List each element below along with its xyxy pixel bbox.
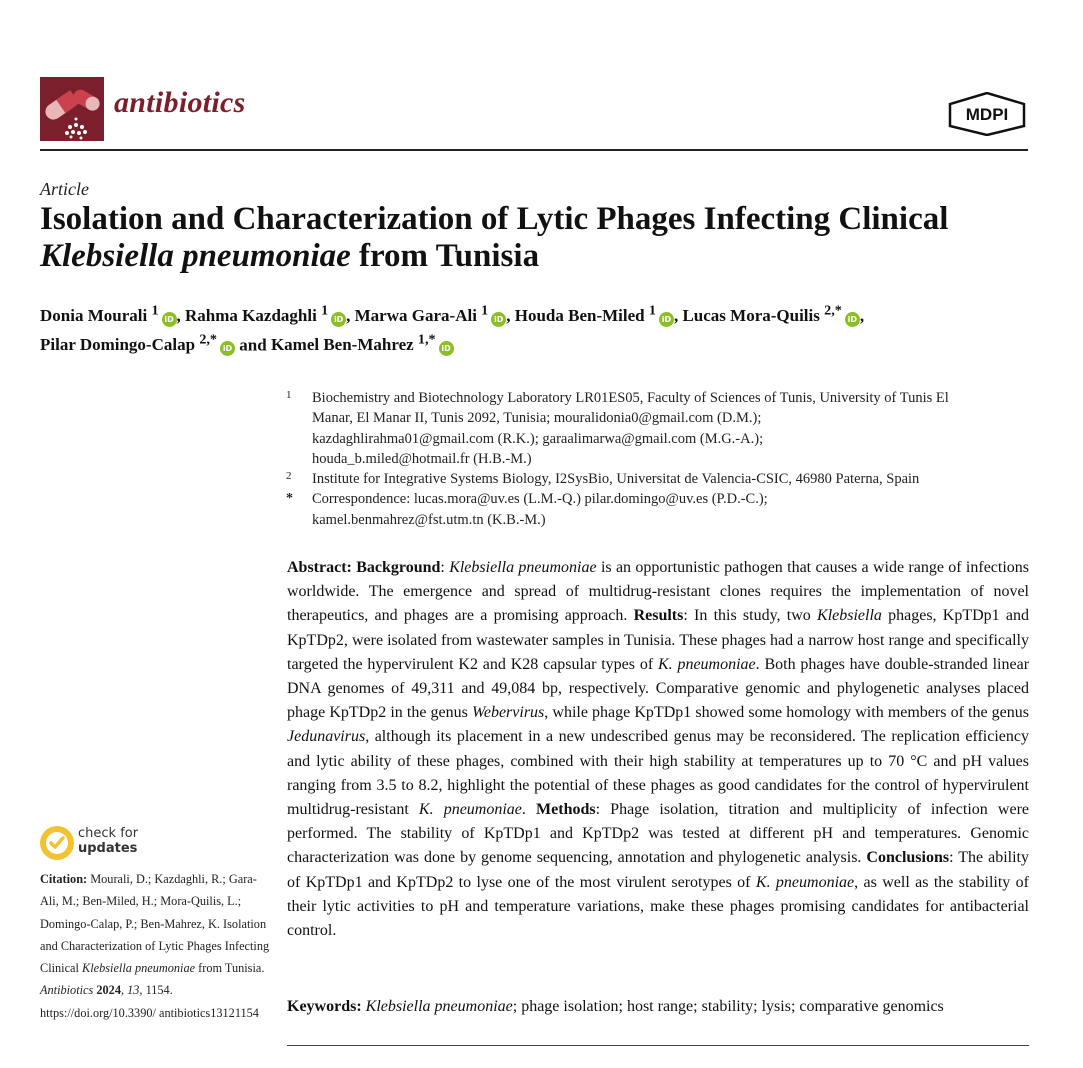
correspondence: * Correspondence: lucas.mora@uv.es (L.M.-Q.) pilar.domingo@uv.es (P.D.-C.); kamel.benmahrez@fst.utm.tn (K.B.-M.) xyxy=(286,491,768,528)
check-updates-icon xyxy=(40,826,74,860)
affiliation-2: 2 Institute for Integrative Systems Biology, I2SysBio, Universitat de Valencia-CSIC, 46980 Paterna, Spain xyxy=(286,470,920,488)
affiliations xyxy=(288,388,1028,530)
citation: Citation: Mourali, D.; Kazdaghli, R.; Gara-Ali, M.; Ben-Miled, H.; Mora-Quilis, L.; Domingo-Calap, P.; Ben-Mahrez, K. Isolation and Characterization of Lytic Phages Infecting Clinical Klebsiella pneumoniae from Tunisia. Antibiotics 2024, 13, 1154. https://doi.org/10.3390/ antibiotics13121154 xyxy=(40,872,270,1020)
affiliation-1: 1 Biochemistry and Biotechnology Laboratory LR01ES05, Faculty of Sciences of Tunis, University of Tunis El Manar, El Manar II, Tunis 2092, Tunisia; mouralidonia0@gmail.com (D.M.); kazdaghlirahma01@gmail.com (R.K.); garaalimarwa@gmail.com (M.G.-A.); houda_b.miled@hotmail.fr (H.B.-M.) xyxy=(286,389,949,467)
author: Rahma Kazdaghli $^1$iD , xyxy=(185,302,355,325)
keywords: Keywords: Klebsiella pneumoniae; phage isolation; host range; stability; lysis; comparative genomics xyxy=(287,998,944,1015)
article-type: Article xyxy=(40,179,89,199)
mdpi-logo xyxy=(948,92,1026,136)
mdpi-logo-text: MDPI xyxy=(965,105,1009,124)
orcid-icon[interactable]: iD xyxy=(331,312,346,327)
check-for-updates-button[interactable]: check for updates xyxy=(40,822,180,862)
orcid-icon[interactable]: iD xyxy=(845,312,860,327)
orcid-icon[interactable]: iD xyxy=(439,341,454,356)
abstract: Abstract: Background: Klebsiella pneumoniae is an opportunistic pathogen that causes a wide range of infections worldwide. The emergence and spread of multidrug-resistant clones requires the implementation of novel therapeutics, and phages are a promising approach. Results: In this study, two Klebsiella phages, KpTDp1 and KpTDp2, were isolated from wastewater samples in Tunisia. These phages had a narrow host range and specifically targeted the hypervirulent K2 and K28 capsular types of K. pneumoniae. Both phages have double-stranded linear DNA genomes of 49,311 and 49,084 bp, respectively. Comparative genomic and phylogenetic analyses placed phage KpTDp2 in the genus Webervirus, while phage KpTDp1 showed some homology with members of the genus Jedunavirus, although its placement in a new undescribed genus may be reconsidered. The replication efficiency and lytic ability of these phages, combined with their high stability at temperatures up to 70 °C and pH values ranging from 3.5 to 8.2, highlight the potential of these phages as good candidates for the control of hypervirulent multidrug-resistant K. pneumoniae. Methods: Phage isolation, titration and multiplicity of infection were performed. The stability of KpTDp1 and KpTDp2 was tested at different pH and temperatures. Genomic characterization was done by genome sequencing, annotation and phylogenetic analysis. Conclusions: The ability of KpTDp1 and KpTDp2 to lyse one of the most virulent serotypes of K. pneumoniae, as well as the stability of their lytic activities to pH and temperature variations, make these phages promising candidates for antibacterial control. xyxy=(287,559,1030,940)
author: Marwa Gara-Ali $^1$iD , xyxy=(354,302,515,325)
author: Donia Mourali $^1$iD , xyxy=(40,302,186,325)
author-list: Donia Mourali $^1$iD , Rahma Kazdaghli $^1$iD , Marwa Gara-Ali $^1$iD , Houda Ben-Miled $^1$iD , Lucas Mora-Quilis $^{2,*}$iD , Pilar Domingo-Calap $^{2,*}$iD and Kamel Ben-Mahrez $^{1,*}$iD xyxy=(40,302,865,355)
header-rule xyxy=(40,149,1028,151)
journal-logo-icon xyxy=(40,77,104,141)
author: Houda Ben-Miled $^1$iD , xyxy=(514,302,683,325)
author: Kamel Ben-Mahrez $^{1,*}$iD xyxy=(271,335,454,354)
journal-name: antibiotics xyxy=(114,86,246,119)
author: Lucas Mora-Quilis $^{2,*}$iD , xyxy=(682,302,865,325)
author: Pilar Domingo-Calap $^{2,*}$iD xyxy=(40,335,239,354)
orcid-icon[interactable]: iD xyxy=(220,341,235,356)
footer-rule xyxy=(287,1045,1029,1046)
article-title: Isolation and Characterization of Lytic Phages Infecting Clinical Klebsiella pneumoniae from Tunisia xyxy=(40,201,949,274)
orcid-icon[interactable]: iD xyxy=(659,312,674,327)
orcid-icon[interactable]: iD xyxy=(491,312,506,327)
orcid-icon[interactable]: iD xyxy=(162,312,177,327)
